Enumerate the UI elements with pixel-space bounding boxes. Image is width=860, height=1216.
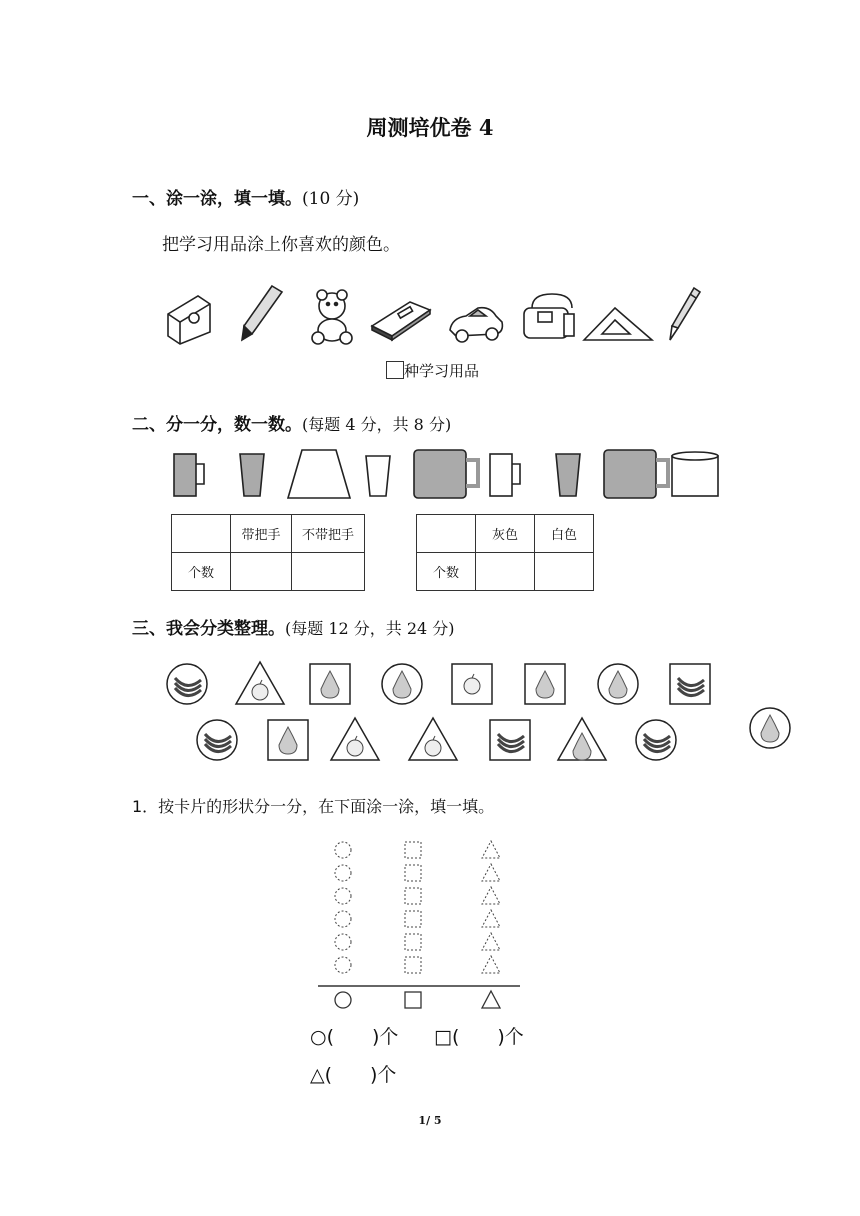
table-header-white: 白色 bbox=[535, 515, 594, 553]
circle-answer[interactable]: ○( )个 bbox=[310, 1026, 399, 1048]
fruit-card-square-banana[interactable] bbox=[670, 664, 710, 704]
fruit-card-square-banana[interactable] bbox=[490, 720, 530, 760]
handled-gray-big-mug-icon bbox=[414, 450, 478, 498]
page-number: 1/ 5 bbox=[418, 1114, 442, 1127]
grid-slot-square[interactable] bbox=[405, 865, 421, 881]
fruit-card-square-pear[interactable] bbox=[525, 664, 565, 704]
cups-row bbox=[160, 446, 730, 506]
plain-white-bowl-icon bbox=[672, 452, 718, 496]
section1-score: (10 分) bbox=[302, 189, 360, 209]
book-icon[interactable] bbox=[372, 302, 430, 340]
grid-slot-triangle[interactable] bbox=[482, 887, 500, 904]
fruit-card-triangle-apple[interactable] bbox=[409, 718, 457, 760]
fruit-card-circle-pear[interactable] bbox=[750, 708, 790, 748]
fruit-card-circle-banana[interactable] bbox=[197, 720, 237, 760]
grid-slot-square[interactable] bbox=[405, 842, 421, 858]
answer-box[interactable] bbox=[386, 361, 404, 379]
grid-slot-circle[interactable] bbox=[335, 911, 351, 927]
grid-slot-circle[interactable] bbox=[335, 957, 351, 973]
fruit-card-circle-banana[interactable] bbox=[636, 720, 676, 760]
triangle-label-icon bbox=[482, 991, 500, 1008]
school-items-row bbox=[160, 282, 705, 354]
section1-answer bbox=[386, 360, 479, 381]
q1-text: 1．按卡片的形状分一分，在下面涂一涂，填一填。 bbox=[132, 797, 495, 816]
grid-slot-triangle[interactable] bbox=[482, 864, 500, 881]
square-label-icon bbox=[405, 992, 421, 1008]
table-row-label: 个数 bbox=[417, 553, 476, 591]
fruit-card-triangle-apple[interactable] bbox=[236, 662, 284, 704]
triangle-answer[interactable]: △( )个 bbox=[310, 1064, 397, 1086]
grid-slot-square[interactable] bbox=[405, 888, 421, 904]
grid-slot-circle[interactable] bbox=[335, 888, 351, 904]
answer-cell[interactable] bbox=[292, 553, 365, 591]
section1-heading-text: 一、涂一涂，填一填。 bbox=[132, 189, 302, 209]
grid-slot-square[interactable] bbox=[405, 911, 421, 927]
section3-score: (每题 12 分，共 24 分) bbox=[285, 619, 455, 638]
grid-slot-circle[interactable] bbox=[335, 842, 351, 858]
section2-heading-text: 二、分一分，数一数。 bbox=[132, 415, 302, 435]
fruit-card-triangle-pear[interactable] bbox=[558, 718, 606, 760]
fruit-card-square-apple[interactable] bbox=[452, 664, 492, 704]
table-header-no-handle: 不带把手 bbox=[292, 515, 365, 553]
fruit-card-circle-pear[interactable] bbox=[382, 664, 422, 704]
plain-gray-glass-icon bbox=[240, 454, 264, 496]
section2-heading bbox=[132, 410, 451, 435]
square-answer[interactable]: □( )个 bbox=[434, 1026, 524, 1048]
grid-slot-triangle[interactable] bbox=[482, 910, 500, 927]
schoolbag-icon[interactable] bbox=[524, 294, 574, 338]
fruit-card-square-pear[interactable] bbox=[310, 664, 350, 704]
fruit-card-triangle-apple[interactable] bbox=[331, 718, 379, 760]
table-corner bbox=[417, 515, 476, 553]
pencil-icon[interactable] bbox=[242, 286, 282, 340]
bar-chart-grid[interactable] bbox=[310, 834, 540, 1016]
grid-slot-triangle[interactable] bbox=[482, 841, 500, 858]
answer-cell[interactable] bbox=[535, 553, 594, 591]
answer-cell[interactable] bbox=[231, 553, 292, 591]
plain-white-cone-icon bbox=[288, 450, 350, 498]
sharpener-icon[interactable] bbox=[168, 296, 210, 344]
table-handle bbox=[171, 514, 365, 591]
handled-gray-big-mug-2-icon bbox=[604, 450, 668, 498]
fruit-card-square-pear[interactable] bbox=[268, 720, 308, 760]
section1-instruction: 把学习用品涂上你喜欢的颜色。 bbox=[162, 235, 400, 255]
fruit-card-circle-pear[interactable] bbox=[598, 664, 638, 704]
table-color bbox=[416, 514, 594, 591]
handled-white-mug-icon bbox=[490, 454, 520, 496]
page-title: 周测培优卷 4 bbox=[366, 115, 494, 140]
toy-car-icon bbox=[450, 308, 502, 342]
section3-heading-text: 三、我会分类整理。 bbox=[132, 619, 285, 639]
grid-slot-circle[interactable] bbox=[335, 934, 351, 950]
table-row-label: 个数 bbox=[172, 553, 231, 591]
circle-label-icon bbox=[335, 992, 351, 1008]
section1-answer-suffix: 种学习用品 bbox=[404, 362, 480, 380]
teddy-bear-icon bbox=[312, 290, 352, 344]
table-header-handle: 带把手 bbox=[231, 515, 292, 553]
table-header-gray: 灰色 bbox=[476, 515, 535, 553]
grid-slot-square[interactable] bbox=[405, 934, 421, 950]
table-corner bbox=[172, 515, 231, 553]
section2-score: (每题 4 分，共 8 分) bbox=[302, 415, 452, 434]
grid-slot-triangle[interactable] bbox=[482, 933, 500, 950]
plain-gray-glass-2-icon bbox=[556, 454, 580, 496]
fruit-cards bbox=[150, 652, 850, 776]
section1-heading bbox=[132, 184, 359, 209]
pen-icon[interactable] bbox=[670, 288, 700, 340]
plain-white-glass-icon bbox=[366, 456, 390, 496]
fruit-card-circle-banana[interactable] bbox=[167, 664, 207, 704]
answer-cell[interactable] bbox=[476, 553, 535, 591]
grid-slot-circle[interactable] bbox=[335, 865, 351, 881]
handled-gray-mug-icon bbox=[174, 454, 204, 496]
set-square-icon[interactable] bbox=[584, 308, 652, 340]
grid-slot-square[interactable] bbox=[405, 957, 421, 973]
section3-heading bbox=[132, 614, 455, 639]
grid-slot-triangle[interactable] bbox=[482, 956, 500, 973]
